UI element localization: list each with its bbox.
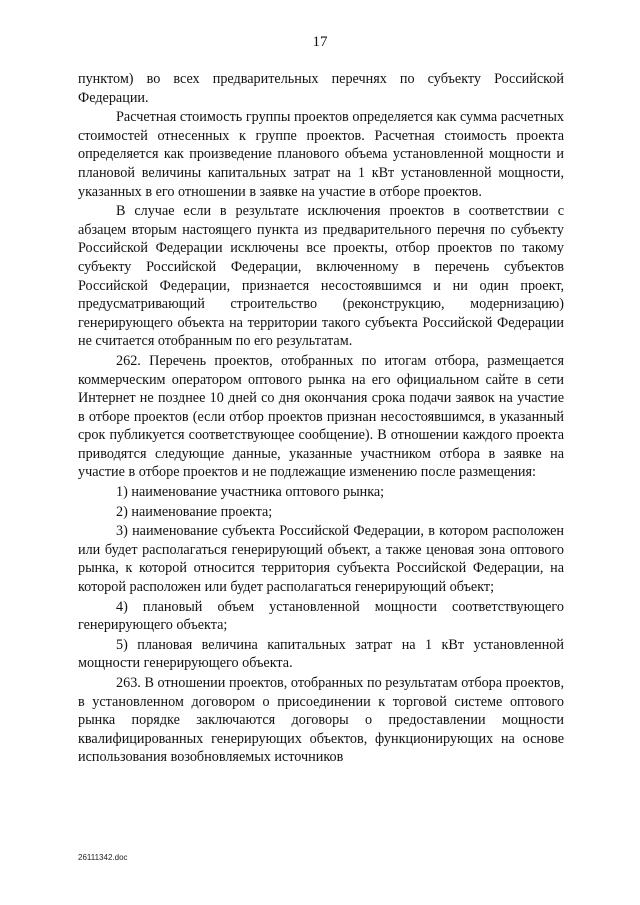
paragraph-cost-calculation: Расчетная стоимость группы проектов определяется как сумма расчетных стоимостей отнесенных к группе проектов. Расчетная стоимость проекта определяется как произведение планового объема установленной мощности и плановой величины капитальных затрат на 1 кВт установленной мощности, указанных в его отношении в заявке на участие в отборе проектов.: [78, 109, 564, 200]
page-number: 17: [312, 34, 328, 50]
list-item-4: 4) плановый объем установленной мощности соответствующего генерирующего объекта;: [78, 598, 564, 634]
list-item-3: 3) наименование субъекта Российской Федерации, в котором расположен или будет располагаться генерирующий объект, а также ценовая зона оптового рынка, к которой относится территория субъекта Российской Федерации, на которой расположен или будет располагаться генерирующий объект;: [78, 523, 564, 596]
document-body: [78, 70, 564, 768]
list-item-5: 5) плановая величина капитальных затрат на 1 кВт установленной мощности генерирующего объекта.: [78, 636, 564, 672]
paragraph-exclusion: В случае если в результате исключения проектов в соответствии с абзацем вторым настоящего пункта из предварительного перечня по субъекту Российской Федерации исключены все проекты, отбор проектов по такому субъекту Российской Федерации, включенному в перечень субъектов Российской Федерации, признается несостоявшимся и ни один проект, предусматривающий строительство (реконструкцию, модернизацию) генерирующего объекта на территории такого субъекта Российской Федерации не считается отобранным по его результатам.: [78, 203, 564, 350]
list-item-2: 2) наименование проекта;: [116, 503, 273, 520]
paragraph-continuation: пунктом) во всех предварительных перечнях по субъекту Российской Федерации.: [78, 71, 564, 106]
paragraph-263: 263. В отношении проектов, отобранных по результатам отбора проектов, в установленном договором о присоединении к торговой системе оптового рынка порядке заключаются договоры о предоставлении мощности квалифицированных генерирующих объектов, функционирующих на основе использования возобновляемых источников: [78, 675, 564, 766]
paragraph-262: 262. Перечень проектов, отобранных по итогам отбора, размещается коммерческим оператором оптового рынка на его официальном сайте в сети Интернет не позднее 10 дней со дня окончания срока подачи заявок на участие в отборе проектов (если отбор проектов признан несостоявшимся, в указанный срок публикуется соответствующее сообщение). В отношении каждого проекта приводятся следующие данные, указанные участником отбора в заявке на участие в отборе проектов и не подлежащие изменению после размещения:: [78, 352, 564, 481]
document-filename: 26111342.doc: [78, 853, 128, 862]
list-item-1: 1) наименование участника оптового рынка;: [116, 484, 385, 501]
